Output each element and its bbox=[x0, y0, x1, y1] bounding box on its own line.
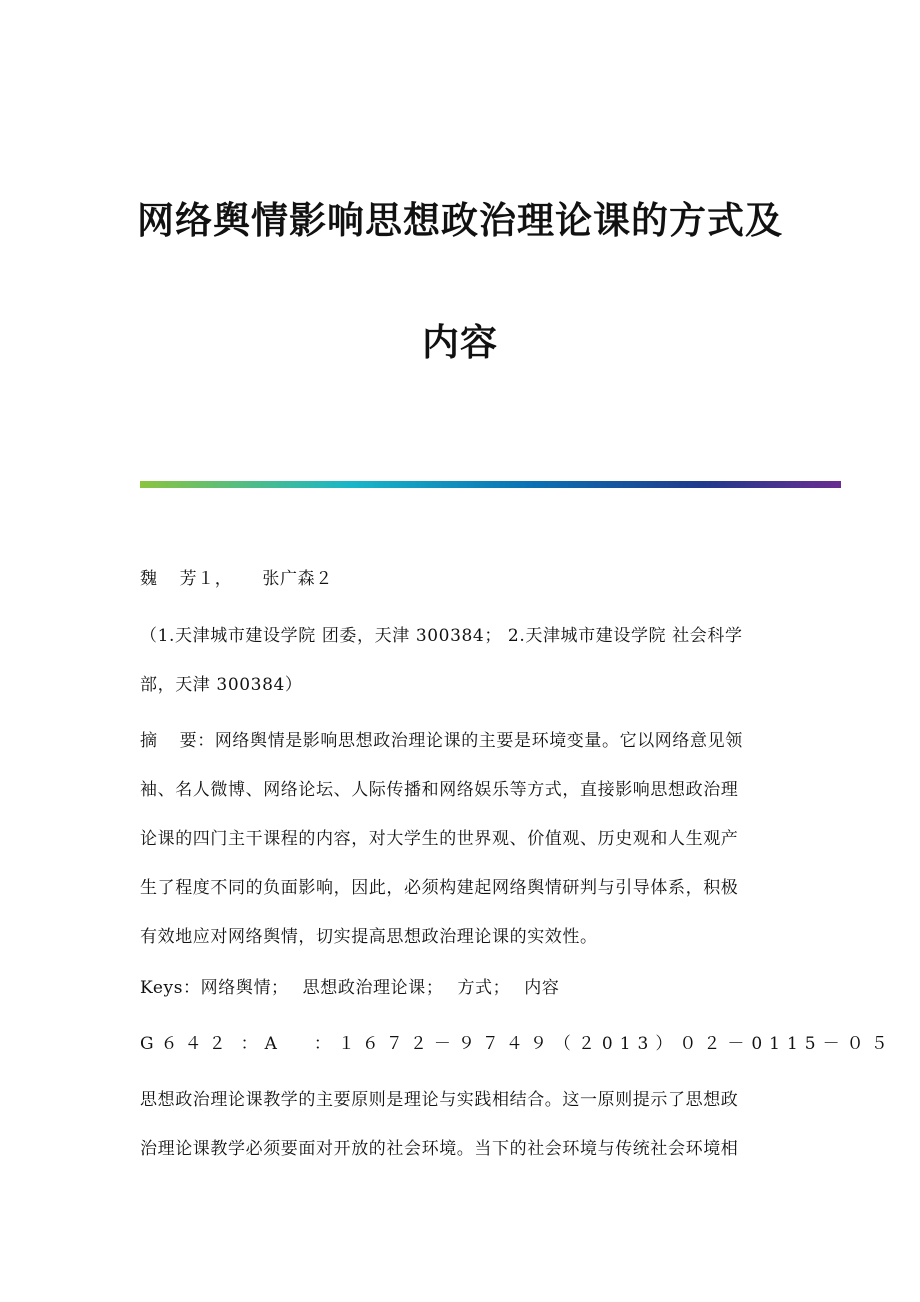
classification bbox=[140, 1020, 895, 1069]
body-line: 治理论课教学必须要面对开放的社会环境。当下的社会环境与传统社会环境相 bbox=[140, 1139, 739, 1159]
gradient-rule-bar bbox=[140, 481, 841, 488]
abstract-line: 袖、名人微博、网络论坛、人际传播和网络娱乐等方式，直接影响思想政治理 bbox=[140, 780, 739, 800]
author-1-surname: 魏 bbox=[140, 569, 158, 589]
page-title-line-1: 网络舆情影响思想政治理论课的方式及 bbox=[137, 198, 783, 242]
abstract-line: 网络舆情是影响思想政治理论课的主要是环境变量。它以网络意见领 bbox=[214, 731, 743, 751]
document-code: ：A bbox=[240, 1034, 284, 1054]
author-1-given: 芳１， bbox=[179, 569, 233, 589]
affiliation-line-2: 部，天津 300384） bbox=[140, 675, 303, 695]
page-title-line-2: 内容 bbox=[422, 320, 498, 364]
keyword-item: 网络舆情； bbox=[200, 978, 289, 998]
affiliation bbox=[140, 612, 780, 710]
authors bbox=[140, 555, 780, 604]
keyword-item: 方式； bbox=[457, 978, 511, 998]
keyword-item: 内容 bbox=[524, 978, 560, 998]
abstract bbox=[140, 717, 780, 962]
abstract-line: 论课的四门主干课程的内容，对大学生的世界观、价值观、历史观和人生观产 bbox=[140, 829, 739, 849]
gradient-rule bbox=[140, 481, 841, 488]
abstract-label-1: 摘 bbox=[140, 731, 158, 751]
body-line: 思想政治理论课教学的主要原则是理论与实践相结合。这一原则提示了思想政 bbox=[140, 1090, 739, 1110]
keywords bbox=[140, 964, 780, 1013]
keyword-item: 思想政治理论课； bbox=[302, 978, 444, 998]
abstract-label-2: 要： bbox=[179, 731, 215, 751]
author-2: 张广森２ bbox=[262, 569, 333, 589]
article-number: ：１６７２－９７４９（２013）０２－0115－０５ bbox=[313, 1034, 895, 1054]
body-text bbox=[140, 1076, 780, 1174]
abstract-line: 有效地应对网络舆情，切实提高思想政治理论课的实效性。 bbox=[140, 927, 598, 947]
affiliation-line-1: （1.天津城市建设学院 团委，天津 300384； 2.天津城市建设学院 社会科学 bbox=[140, 626, 743, 646]
clc-code: G６４２ bbox=[140, 1034, 233, 1054]
abstract-line: 生了程度不同的负面影响，因此，必须构建起网络舆情研判与引导体系，积极 bbox=[140, 878, 739, 898]
title-divider bbox=[140, 481, 841, 488]
keywords-label: Keys： bbox=[140, 978, 201, 998]
